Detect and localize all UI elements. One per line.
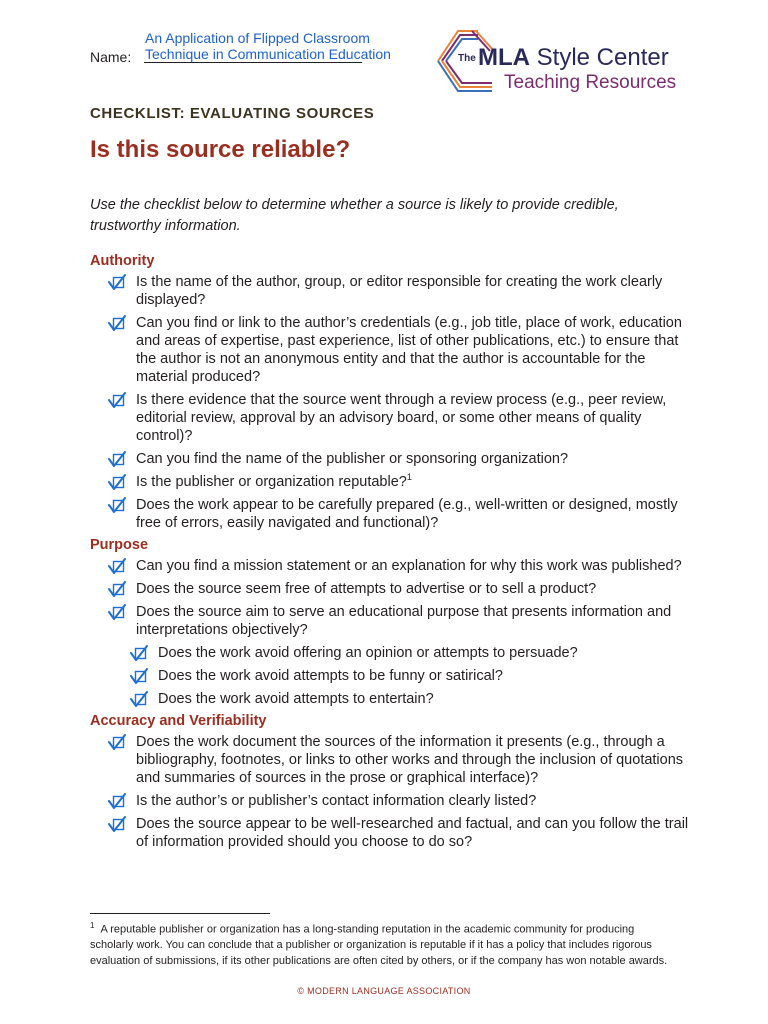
logo-style-center-text: Style Center bbox=[529, 44, 669, 71]
footnote-text: A reputable publisher or organization has a long-standing reputation in the academic community for producing scholarly work. You can conclude that a publisher or organization is reputable if it has a policy that includes rigorous evaluation of submissions, if its other publications are often cited by others, or if the company has won notable awards. bbox=[90, 923, 668, 967]
checked-checkbox-icon[interactable] bbox=[130, 691, 148, 708]
name-value-line-1: An Application of Flipped Classroom bbox=[145, 30, 370, 46]
checklist-item bbox=[90, 603, 690, 639]
section bbox=[90, 713, 690, 851]
logo-mla-text: MLA bbox=[478, 44, 530, 71]
name-field-block bbox=[90, 28, 420, 68]
checklist-item bbox=[90, 496, 690, 532]
checklist-item-text: Does the source appear to be well-researched and factual, and can you follow the trail of information provided should you choose to do so? bbox=[136, 816, 689, 850]
checklist-item-text: Does the work avoid attempts to entertain? bbox=[158, 691, 434, 707]
section-title: Authority bbox=[90, 253, 155, 269]
section bbox=[90, 253, 690, 532]
checklist-item bbox=[90, 690, 690, 708]
checklist-item-text: Is there evidence that the source went through a review process (e.g., peer review, editorial review, approval by an advisory board, or some other means of quality control)? bbox=[136, 392, 667, 444]
footnote-mark: 1 bbox=[90, 921, 95, 930]
checked-checkbox-icon[interactable] bbox=[108, 581, 126, 598]
checklist-item bbox=[90, 273, 690, 309]
checklist-item-text: Can you find a mission statement or an explanation for why this work was published? bbox=[136, 558, 682, 574]
checklist-item bbox=[90, 644, 690, 662]
checklist-item bbox=[90, 450, 690, 468]
intro-text: Use the checklist below to determine whether a source is likely to provide credible, trustworthy information. bbox=[90, 197, 619, 234]
logo-the-text: The bbox=[458, 53, 476, 64]
checked-checkbox-icon[interactable] bbox=[108, 274, 126, 291]
checked-checkbox-icon[interactable] bbox=[108, 315, 126, 332]
checked-checkbox-icon[interactable] bbox=[108, 604, 126, 621]
checked-checkbox-icon[interactable] bbox=[108, 816, 126, 833]
checklist-item-text: Does the work appear to be carefully prepared (e.g., well-written or designed, mostly free of errors, easily navigated and functional)? bbox=[136, 497, 678, 531]
checklist-item-text: Does the source aim to serve an educational purpose that presents information and interpretations objectively? bbox=[136, 604, 672, 638]
checked-checkbox-icon[interactable] bbox=[130, 668, 148, 685]
checklist-item bbox=[90, 667, 690, 685]
checked-checkbox-icon[interactable] bbox=[108, 558, 126, 575]
checklist-eyebrow: CHECKLIST: EVALUATING SOURCES bbox=[90, 105, 375, 122]
copyright-notice: © MODERN LANGUAGE ASSOCIATION bbox=[297, 986, 471, 996]
section-title: Accuracy and Verifiability bbox=[90, 713, 267, 729]
logo-subtitle: Teaching Resources bbox=[504, 72, 677, 93]
footnote bbox=[90, 918, 680, 969]
checklist-item-text: Does the work avoid attempts to be funny or satirical? bbox=[158, 668, 503, 684]
checked-checkbox-icon[interactable] bbox=[108, 734, 126, 751]
checklist-item-text: Can you find the name of the publisher or sponsoring organization? bbox=[136, 451, 569, 467]
checklist-item-text: Can you find or link to the author’s credentials (e.g., job title, place of work, education and areas of expertise, past experience, list of other publications, etc.) to ensure that the author is not an anonymous entity and that the author is accountable for the material produced? bbox=[136, 315, 682, 385]
footnote-divider bbox=[90, 913, 270, 914]
checklist-item-text: Does the source seem free of attempts to advertise or to sell a product? bbox=[136, 581, 597, 597]
checklist-item bbox=[90, 580, 690, 598]
checked-checkbox-icon[interactable] bbox=[108, 392, 126, 409]
logo-title bbox=[478, 44, 669, 72]
checklist-item bbox=[90, 815, 690, 851]
checklist-item-text: Is the author’s or publisher’s contact information clearly listed? bbox=[136, 793, 537, 809]
footnote-reference: 1 bbox=[406, 472, 412, 483]
name-underline bbox=[144, 62, 362, 63]
checklist-item-text: Is the name of the author, group, or editor responsible for creating the work clearly displayed? bbox=[136, 274, 663, 308]
section bbox=[90, 537, 690, 708]
checked-checkbox-icon[interactable] bbox=[108, 793, 126, 810]
checklist-item bbox=[90, 792, 690, 810]
checked-checkbox-icon[interactable] bbox=[130, 645, 148, 662]
checked-checkbox-icon[interactable] bbox=[108, 497, 126, 514]
name-value[interactable] bbox=[145, 30, 420, 62]
checked-checkbox-icon[interactable] bbox=[108, 451, 126, 468]
name-value-line-2: Technique in Communication Education bbox=[145, 46, 391, 62]
section-title: Purpose bbox=[90, 537, 149, 553]
checked-checkbox-icon[interactable] bbox=[108, 474, 126, 491]
checklist-item bbox=[90, 473, 690, 491]
mla-style-center-logo bbox=[432, 26, 682, 96]
checklist-item bbox=[90, 314, 690, 386]
checklist-item bbox=[90, 391, 690, 445]
checklist-item bbox=[90, 733, 690, 787]
name-label: Name: bbox=[90, 49, 132, 65]
page-title: Is this source reliable? bbox=[90, 136, 351, 163]
checklist-item-text: Does the work avoid offering an opinion or attempts to persuade? bbox=[158, 645, 578, 661]
checklist-content bbox=[90, 253, 690, 856]
checklist-item-text: Does the work document the sources of the information it presents (e.g., through a bibliography, footnotes, or links to other works and through the inclusion of quotations and summaries of sources in the prose or graphical interface)? bbox=[136, 734, 684, 786]
checklist-item bbox=[90, 557, 690, 575]
checklist-item-text: Is the publisher or organization reputable? bbox=[136, 474, 407, 490]
